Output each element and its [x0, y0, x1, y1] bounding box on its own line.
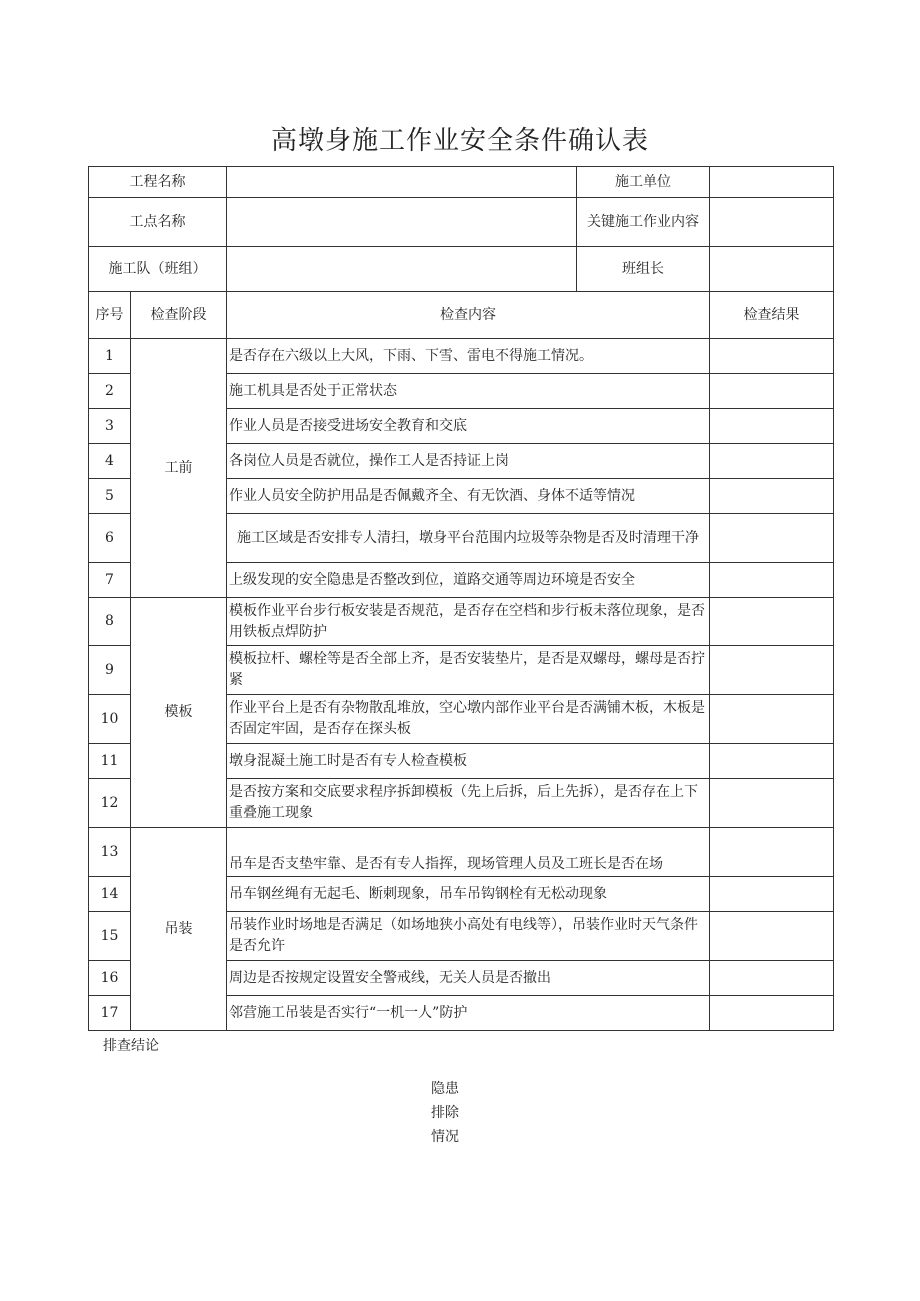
check-result[interactable] [710, 479, 834, 514]
team-leader-value[interactable] [710, 247, 834, 292]
key-work-label: 关键施工作业内容 [577, 198, 710, 247]
conclusion-label: 排查结论 [103, 1038, 159, 1054]
check-item: 吊车钢丝绳有无起毛、断刺现象，吊车吊钩钢栓有无松动现象 [227, 877, 710, 912]
check-result[interactable] [710, 514, 834, 563]
project-name-label: 工程名称 [89, 167, 227, 198]
row-number: 1 [89, 339, 131, 374]
check-result[interactable] [710, 339, 834, 374]
table-row [89, 828, 834, 877]
team-label: 施工队（班组） [89, 247, 227, 292]
stage-header: 检查阶段 [131, 292, 227, 339]
check-result[interactable] [710, 409, 834, 444]
row-number: 17 [89, 996, 131, 1031]
check-result[interactable] [710, 961, 834, 996]
check-item: 邻营施工吊装是否实行“一机一人”防护 [227, 996, 710, 1031]
check-item: 吊装作业时场地是否满足（如场地狭小高处有电线等），吊装作业时天气条件是否允许 [227, 912, 710, 961]
column-header-row [89, 292, 834, 339]
hazard-elimination-label: 隐患排除情况 [431, 1081, 459, 1145]
check-result[interactable] [710, 444, 834, 479]
row-number: 15 [89, 912, 131, 961]
construction-unit-value[interactable] [710, 167, 834, 198]
check-result[interactable] [710, 598, 834, 646]
check-item: 墩身混凝土施工时是否有专人检查模板 [227, 744, 710, 779]
check-result[interactable] [710, 912, 834, 961]
work-point-value[interactable] [227, 198, 577, 247]
check-item: 上级发现的安全隐患是否整改到位，道路交通等周边环境是否安全 [227, 563, 710, 598]
stage-pre-work: 工前 [131, 339, 227, 598]
check-item: 是否存在六级以上大风，下雨、下雪、雷电不得施工情况。 [227, 339, 710, 374]
row-number: 7 [89, 563, 131, 598]
result-header: 检查结果 [710, 292, 834, 339]
check-item: 作业人员安全防护用品是否佩戴齐全、有无饮酒、身体不适等情况 [227, 479, 710, 514]
check-item: 施工区域是否安排专人清扫，墩身平台范围内垃圾等杂物是否及时清理干净 [227, 514, 710, 563]
safety-check-table [88, 166, 834, 1031]
row-number: 2 [89, 374, 131, 409]
team-leader-label: 班组长 [577, 247, 710, 292]
construction-unit-label: 施工单位 [577, 167, 710, 198]
page-title: 高墩身施工作业安全条件确认表 [270, 126, 649, 156]
header-row-work-point [89, 198, 834, 247]
check-item: 施工机具是否处于正常状态 [227, 374, 710, 409]
row-number: 16 [89, 961, 131, 996]
project-name-value[interactable] [227, 167, 577, 198]
check-result[interactable] [710, 744, 834, 779]
row-number: 9 [89, 646, 131, 695]
row-number: 11 [89, 744, 131, 779]
header-row-project [89, 167, 834, 198]
check-item: 吊车是否支垫牢靠、是否有专人指挥，现场管理人员及工班长是否在场 [227, 828, 710, 877]
table-row [89, 598, 834, 646]
row-number: 6 [89, 514, 131, 563]
row-number: 4 [89, 444, 131, 479]
check-result[interactable] [710, 877, 834, 912]
row-number: 10 [89, 695, 131, 744]
header-row-team [89, 247, 834, 292]
row-number: 13 [89, 828, 131, 877]
table-row [89, 339, 834, 374]
check-result[interactable] [710, 828, 834, 877]
check-result[interactable] [710, 996, 834, 1031]
check-item: 作业人员是否接受进场安全教育和交底 [227, 409, 710, 444]
check-item: 是否按方案和交底要求程序拆卸模板（先上后拆，后上先拆），是否存在上下重叠施工现象 [227, 779, 710, 828]
stage-formwork: 模板 [131, 598, 227, 828]
check-item: 模板作业平台步行板安装是否规范，是否存在空档和步行板未落位现象，是否用铁板点焊防护 [227, 598, 710, 646]
check-result[interactable] [710, 563, 834, 598]
content-header: 检查内容 [227, 292, 710, 339]
stage-hoisting: 吊装 [131, 828, 227, 1031]
row-number: 3 [89, 409, 131, 444]
work-point-label: 工点名称 [89, 198, 227, 247]
check-result[interactable] [710, 695, 834, 744]
row-number: 14 [89, 877, 131, 912]
check-result[interactable] [710, 374, 834, 409]
row-number: 5 [89, 479, 131, 514]
key-work-value[interactable] [710, 198, 834, 247]
check-item: 周边是否按规定设置安全警戒线，无关人员是否撤出 [227, 961, 710, 996]
row-number: 12 [89, 779, 131, 828]
row-number: 8 [89, 598, 131, 646]
check-result[interactable] [710, 646, 834, 695]
team-value[interactable] [227, 247, 577, 292]
check-item: 作业平台上是否有杂物散乱堆放，空心墩内部作业平台是否满铺木板，木板是否固定牢固，是否存在探头板 [227, 695, 710, 744]
check-item: 模板拉杆、螺栓等是否全部上齐，是否安装垫片，是否是双螺母，螺母是否拧紧 [227, 646, 710, 695]
check-item: 各岗位人员是否就位，操作工人是否持证上岗 [227, 444, 710, 479]
seq-header: 序号 [89, 292, 131, 339]
check-result[interactable] [710, 779, 834, 828]
